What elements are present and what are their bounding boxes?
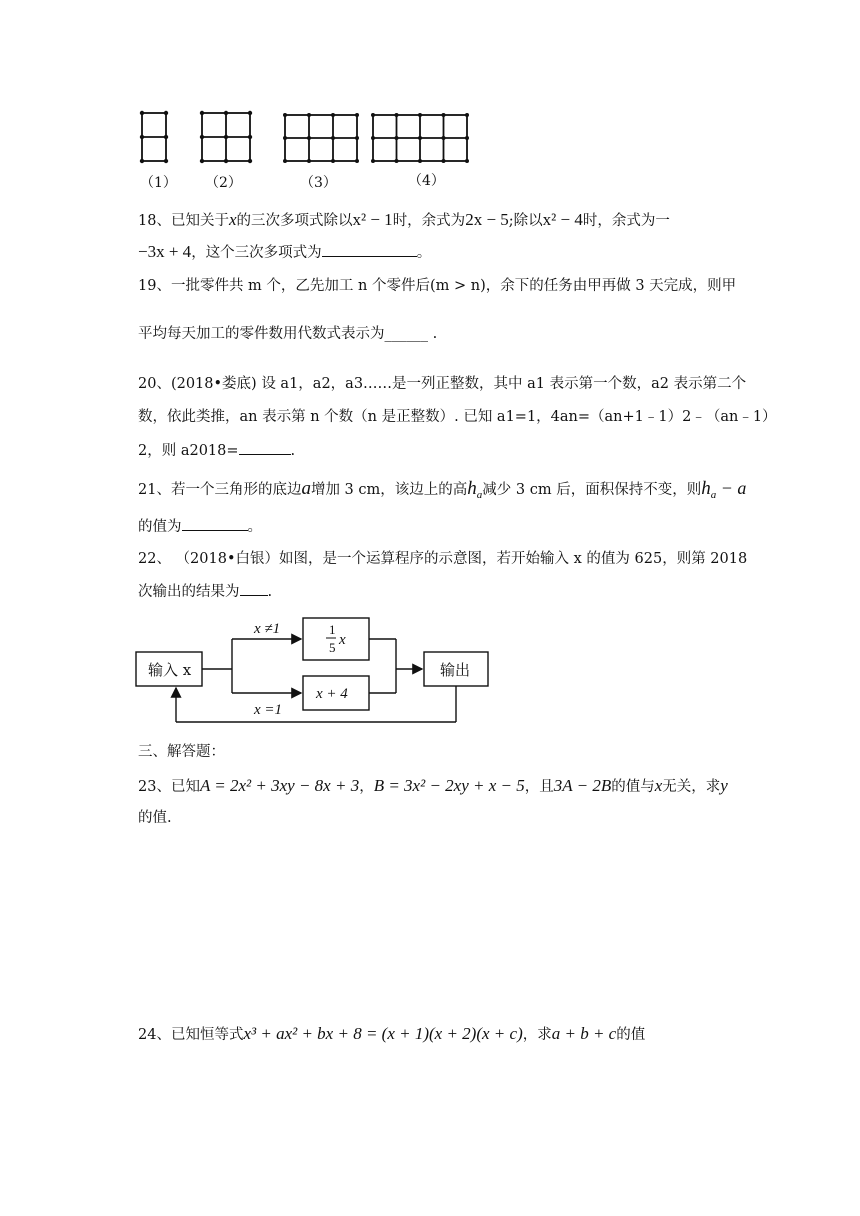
question-20-line-3: [138, 440, 295, 461]
text: .: [290, 443, 296, 459]
text: 24、已知恒等式: [138, 1027, 244, 1043]
math: 3A − 2B: [553, 776, 612, 795]
flow-add-four: x + 4: [316, 686, 348, 702]
text: ，: [359, 779, 374, 795]
math: a + b + c: [551, 1024, 617, 1043]
text: 时，余式为: [392, 213, 466, 229]
question-24-line-1: [138, 1024, 645, 1045]
text: ，这个三次多项式为: [191, 245, 322, 261]
flow-output-label: 输出: [440, 661, 471, 679]
text: 。: [416, 245, 432, 261]
question-18-line-1: [138, 210, 670, 231]
text: 时，余式为一: [582, 213, 670, 229]
figure-label-4: （4）: [408, 173, 445, 189]
math: h: [701, 478, 711, 499]
answer-blank[interactable]: [239, 440, 291, 455]
flow-input-label: 输入 x: [148, 661, 192, 679]
math: x: [654, 776, 663, 795]
text: .: [267, 584, 273, 600]
question-20-line-2: 数，依此类推，an 表示第 n 个数（n 是正整数）. 已知 a1=1，4an=（an+1﹣1）2﹣（an﹣1）: [138, 409, 777, 425]
math: x: [228, 210, 237, 229]
question-21-line-2: [138, 516, 262, 537]
math: − a: [720, 478, 747, 498]
section-3-title: 三、解答题：: [138, 744, 225, 760]
flow-fraction-variable: x: [339, 632, 346, 648]
question-19-line-1: 19、一批零件共 m 个，乙先加工 n 个零件后(m > n)，余下的任务由甲再做 3 天完成，则甲: [138, 278, 737, 294]
text: 的值为: [138, 519, 182, 535]
text: 的三次多项式除以: [236, 213, 353, 229]
math: 2x − 5: [465, 210, 509, 229]
flow-condition-bottom: x =1: [254, 702, 283, 718]
figure-label-2: （2）: [205, 175, 242, 191]
question-19-line-2: 平均每天加工的零件数用代数式表示为______ .: [138, 326, 438, 342]
text: 21、若一个三角形的底边: [138, 482, 302, 498]
math: x³ + ax² + bx + 8 = (x + 1)(x + 2)(x + c): [243, 1024, 523, 1043]
math: B = 3x² − 2xy + x − 5: [373, 776, 525, 795]
math: a: [476, 488, 483, 501]
text: 2，则 a2018=: [138, 443, 239, 459]
question-number: 18、: [138, 213, 171, 229]
question-22-line-2: [138, 581, 272, 602]
flow-fraction-denominator: 5: [329, 640, 336, 655]
answer-blank[interactable]: [322, 242, 417, 257]
grid-figures: [130, 105, 490, 165]
question-22-line-1: 22、 （2018•白银）如图，是一个运算程序的示意图，若开始输入 x 的值为 625，则第 2018: [138, 551, 748, 567]
math: h: [467, 478, 477, 499]
question-18-line-2: [138, 242, 431, 263]
answer-blank[interactable]: [240, 581, 268, 596]
math: −3x + 4: [138, 242, 192, 261]
text: 无关，求: [662, 779, 721, 795]
math: x² − 1: [352, 210, 393, 229]
text: ，且: [524, 779, 554, 795]
figure-label-1: （1）: [140, 175, 177, 191]
text: 的值与: [611, 779, 655, 795]
flowchart: [130, 610, 500, 730]
math: y: [720, 776, 728, 795]
text: ;除以: [508, 213, 543, 229]
text: 减少 3 cm 后，面积保持不变，则: [482, 482, 702, 498]
text: 已知关于: [170, 213, 229, 229]
math: a: [710, 488, 717, 501]
question-21-line-1: [138, 478, 746, 505]
text: 次输出的结果为: [138, 584, 240, 600]
figure-label-3: （3）: [300, 175, 337, 191]
flow-condition-top: x ≠1: [254, 621, 281, 637]
math: x² − 4: [542, 210, 583, 229]
question-23-line-2: 的值.: [138, 810, 172, 826]
text: 的值: [616, 1027, 646, 1043]
question-23-line-1: [138, 776, 728, 797]
math: A = 2x² + 3xy − 8x + 3: [199, 776, 360, 795]
math: a: [301, 478, 311, 499]
flow-fraction-numerator: 1: [329, 622, 336, 637]
text: 23、已知: [138, 779, 200, 795]
question-20-line-1: 20、(2018•娄底) 设 a1，a2，a3……是一列正整数，其中 a1 表示第一个数，a2 表示第二个: [138, 376, 747, 392]
text: 增加 3 cm，该边上的高: [310, 482, 468, 498]
text: ，求: [522, 1027, 552, 1043]
answer-blank[interactable]: [182, 516, 248, 531]
text: 。: [247, 519, 262, 535]
